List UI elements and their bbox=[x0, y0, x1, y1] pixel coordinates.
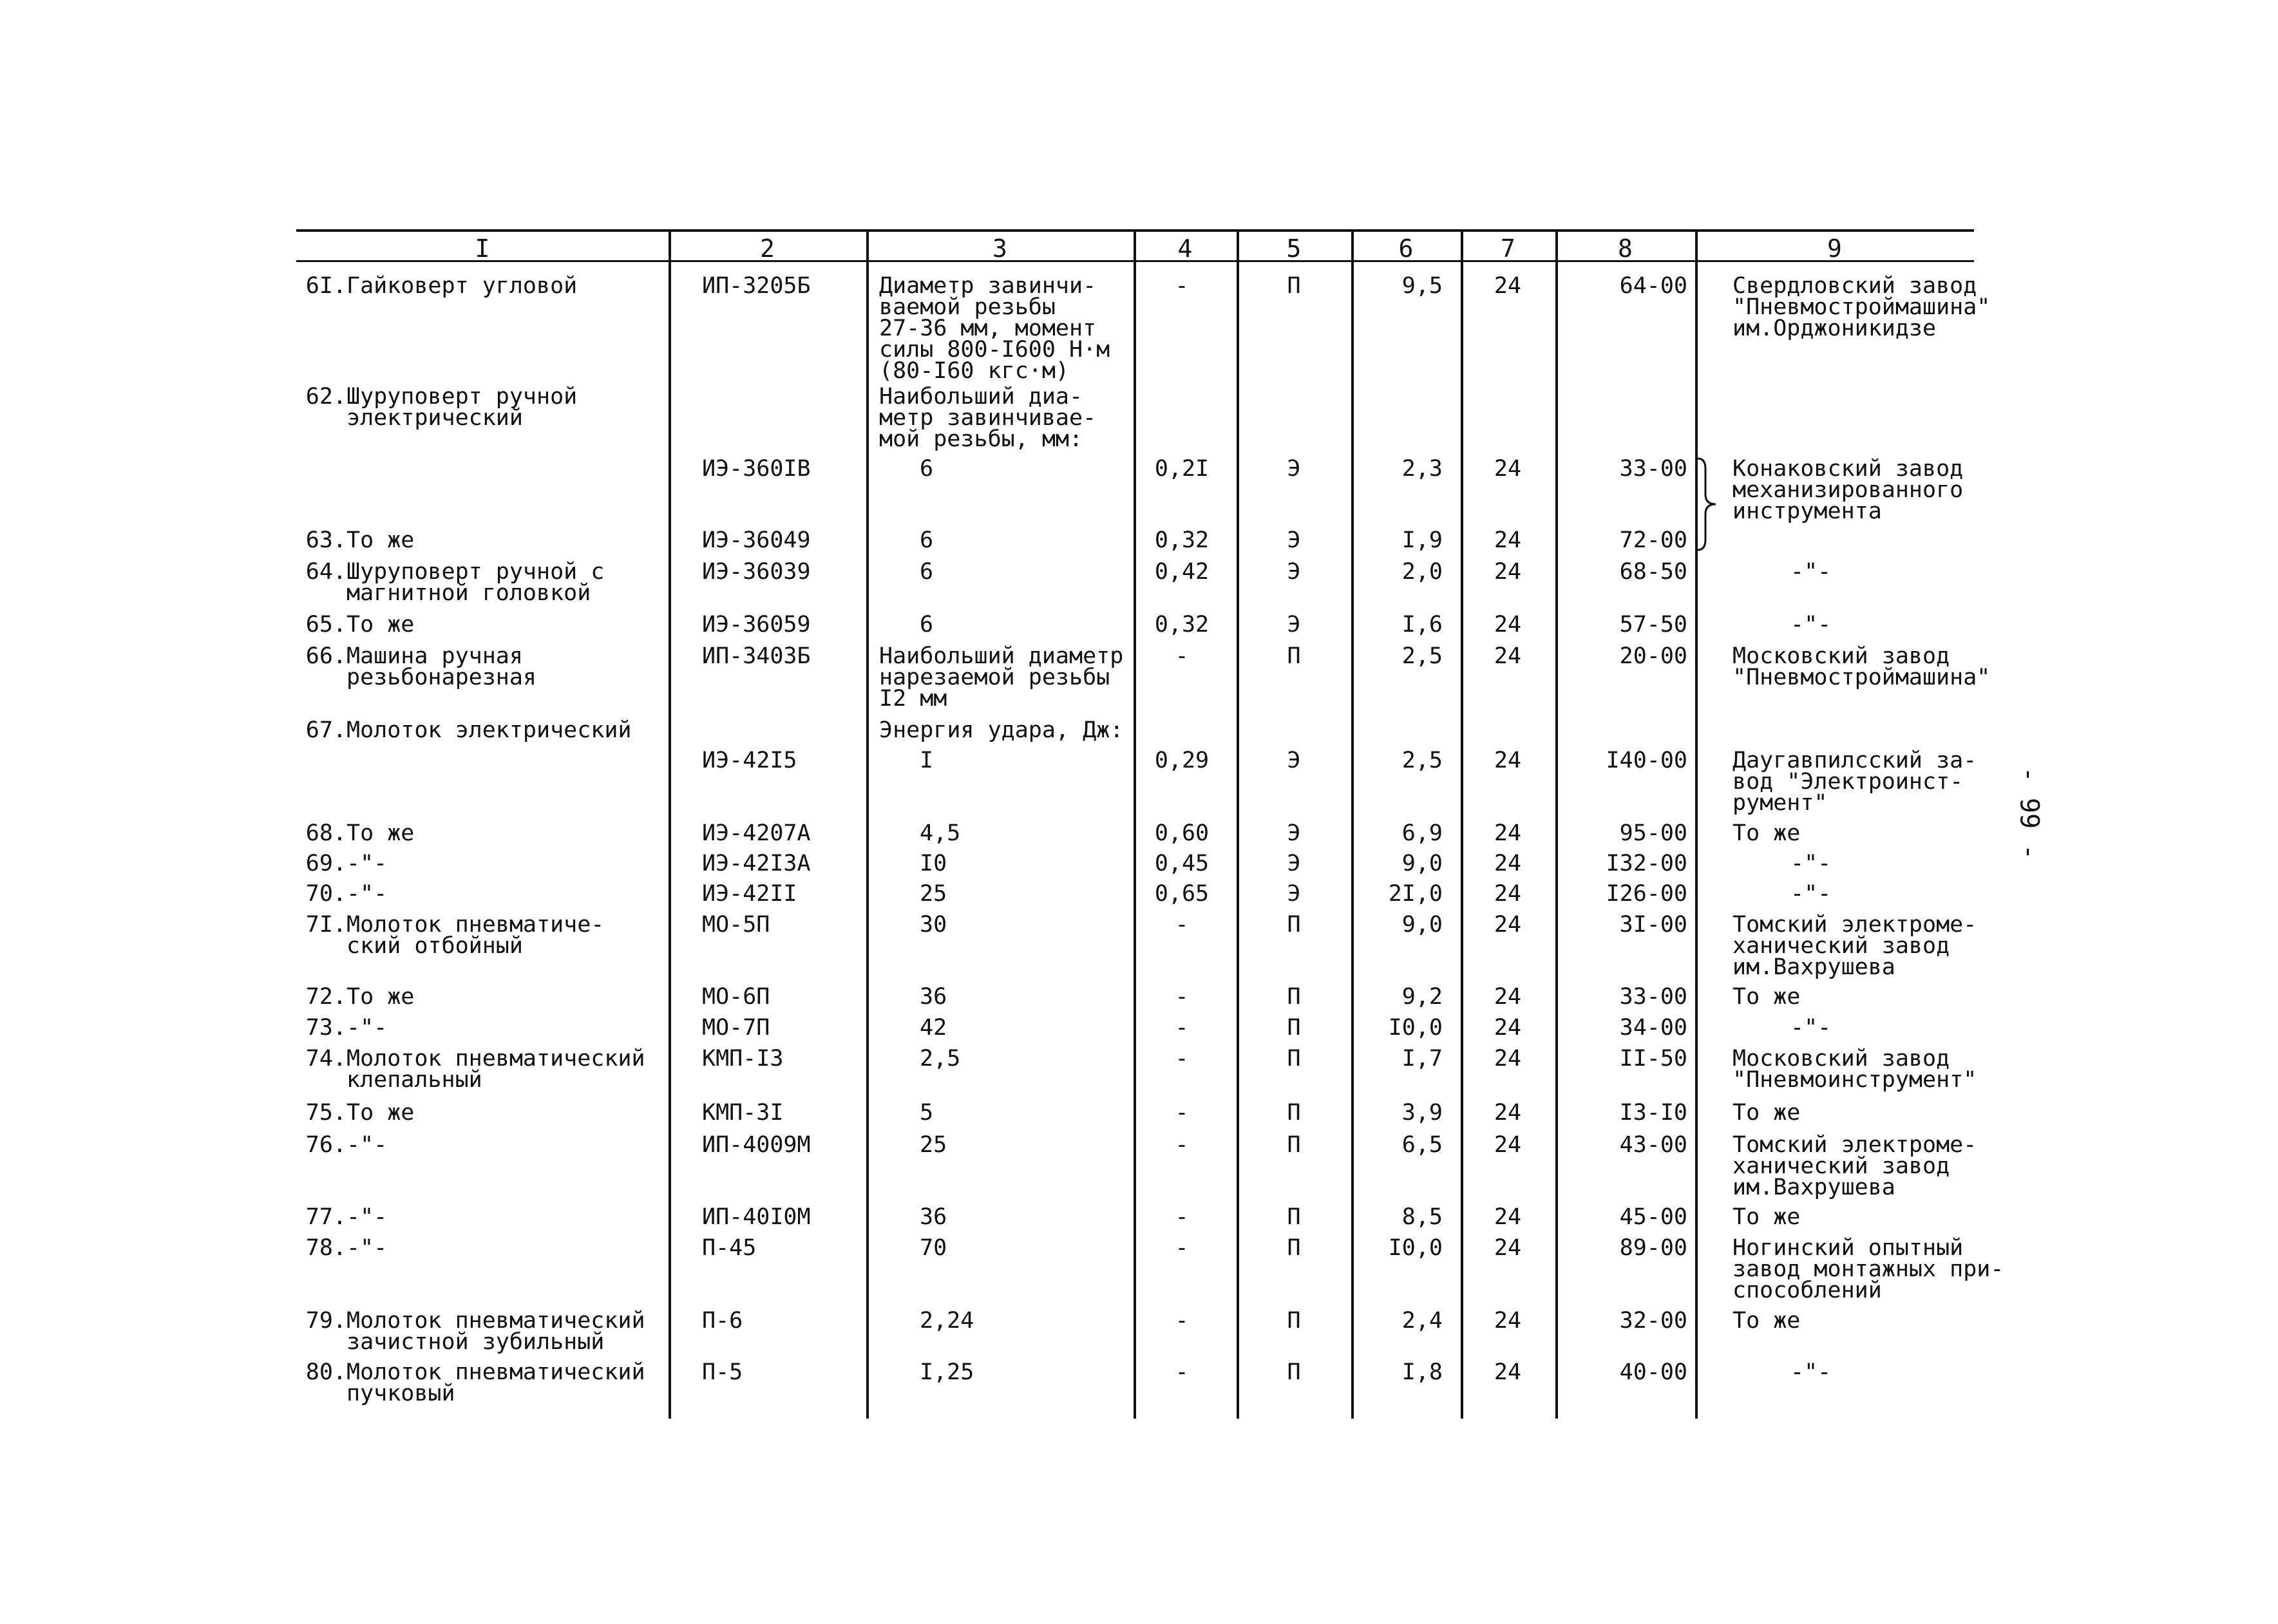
model-code: ИП-3205Б bbox=[702, 273, 811, 299]
manufacturer: То же bbox=[1732, 820, 1801, 846]
parameter: 42 bbox=[920, 1015, 947, 1041]
column-7-value: 24 bbox=[1494, 1046, 1522, 1072]
item-name: -"- bbox=[346, 1132, 388, 1158]
column-4-value: 0,60 bbox=[1154, 820, 1210, 846]
price: 33-00 bbox=[1619, 984, 1687, 1010]
model-code: П-5 bbox=[702, 1359, 743, 1385]
row-number: 73. bbox=[305, 1015, 346, 1041]
item-name: Шуруповерт ручной с магнитной головкой bbox=[346, 559, 605, 606]
item-name: Гайковерт угловой bbox=[346, 273, 578, 299]
price: 68-50 bbox=[1619, 559, 1687, 585]
drive-type: Э bbox=[1287, 748, 1301, 773]
row-number: 75. bbox=[305, 1100, 346, 1126]
row-number: 74. bbox=[305, 1046, 346, 1072]
column-header: 5 bbox=[1286, 234, 1302, 263]
item-name: То же bbox=[346, 984, 415, 1010]
item-name: -"- bbox=[346, 1015, 388, 1041]
row-number: 6I. bbox=[305, 273, 346, 299]
drive-type: Э bbox=[1287, 881, 1301, 907]
column-header: I bbox=[475, 234, 490, 263]
row-number: 70. bbox=[305, 881, 346, 907]
parameter: 5 bbox=[920, 1100, 934, 1126]
column-7-value: 24 bbox=[1494, 851, 1522, 876]
manufacturer: Конаковский завод механизированного инструмента bbox=[1732, 456, 1964, 524]
row-number: 65. bbox=[305, 612, 346, 637]
column-6-value: 2I,0 bbox=[1388, 881, 1443, 907]
price: 34-00 bbox=[1619, 1015, 1687, 1041]
column-header: 8 bbox=[1618, 234, 1633, 263]
price: 89-00 bbox=[1619, 1235, 1687, 1261]
model-code: МО-6П bbox=[702, 984, 770, 1010]
column-7-value: 24 bbox=[1494, 984, 1522, 1010]
parameter: Диаметр завинчи- ваемой резьбы 27-36 мм, момент силы 800-I600 Н·м (80-I60 кгс·м) bbox=[879, 273, 1110, 384]
row-number: 66. bbox=[305, 643, 346, 669]
column-7-value: 24 bbox=[1494, 881, 1522, 907]
column-6-value: I,9 bbox=[1401, 527, 1443, 553]
brace-icon bbox=[1695, 456, 1718, 552]
column-7-value: 24 bbox=[1494, 456, 1522, 482]
manufacturer: Томский электроме- ханический завод им.Вахрушева bbox=[1732, 1132, 1977, 1200]
item-name: Молоток электрический bbox=[346, 717, 632, 743]
model-code: МО-7П bbox=[702, 1015, 770, 1041]
drive-type: Э bbox=[1287, 851, 1301, 876]
column-4-value: 0,29 bbox=[1154, 748, 1210, 773]
parameter: 2,5 bbox=[920, 1046, 961, 1072]
column-4-value: - bbox=[1175, 1015, 1189, 1041]
column-6-value: I,7 bbox=[1401, 1046, 1443, 1072]
drive-type: Э bbox=[1287, 559, 1301, 585]
manufacturer: Даугавпилсский за- вод "Электроинст- румент" bbox=[1732, 748, 1977, 816]
manufacturer: То же bbox=[1732, 1308, 1801, 1334]
row-number: 67. bbox=[305, 717, 346, 743]
drive-type: П bbox=[1287, 1132, 1301, 1158]
drive-type: Э bbox=[1287, 527, 1301, 553]
column-4-value: - bbox=[1175, 1204, 1189, 1230]
column-divider bbox=[1695, 231, 1698, 1419]
parameter: 36 bbox=[920, 984, 947, 1010]
drive-type: Э bbox=[1287, 612, 1301, 637]
column-6-value: I,6 bbox=[1401, 612, 1443, 637]
drive-type: П bbox=[1287, 643, 1301, 669]
item-name: Молоток пневматический клепальный bbox=[346, 1046, 645, 1093]
drive-type: П bbox=[1287, 912, 1301, 938]
drive-type: Э bbox=[1287, 456, 1301, 482]
item-name: Молоток пневматический зачистной зубильный bbox=[346, 1308, 645, 1355]
parameter: 25 bbox=[920, 1132, 947, 1158]
column-7-value: 24 bbox=[1494, 1359, 1522, 1385]
column-6-value: 3,9 bbox=[1401, 1100, 1443, 1126]
manufacturer: Московский завод "Пневмоинструмент" bbox=[1732, 1046, 1977, 1093]
manufacturer: Московский завод "Пневмостроймашина" bbox=[1732, 643, 1991, 690]
column-7-value: 24 bbox=[1494, 820, 1522, 846]
drive-type: П bbox=[1287, 1015, 1301, 1041]
column-6-value: 2,5 bbox=[1401, 748, 1443, 773]
row-number: 79. bbox=[305, 1308, 346, 1334]
column-7-value: 24 bbox=[1494, 1132, 1522, 1158]
column-6-value: 9,2 bbox=[1401, 984, 1443, 1010]
manufacturer: -"- bbox=[1790, 1015, 1832, 1041]
price: I3-I0 bbox=[1619, 1100, 1687, 1126]
column-6-value: I,8 bbox=[1401, 1359, 1443, 1385]
model-code: П-45 bbox=[702, 1235, 757, 1261]
manufacturer: Томский электроме- ханический завод им.Вахрушева bbox=[1732, 912, 1977, 980]
drive-type: П bbox=[1287, 1359, 1301, 1385]
column-6-value: 2,3 bbox=[1401, 456, 1443, 482]
item-name: То же bbox=[346, 527, 415, 553]
parameter: 6 bbox=[920, 612, 934, 637]
row-number: 77. bbox=[305, 1204, 346, 1230]
column-4-value: 0,45 bbox=[1154, 851, 1210, 876]
manufacturer: -"- bbox=[1790, 851, 1832, 876]
row-number: 64. bbox=[305, 559, 346, 585]
parameter: 30 bbox=[920, 912, 947, 938]
column-6-value: 2,5 bbox=[1401, 643, 1443, 669]
column-header: 9 bbox=[1827, 234, 1842, 263]
column-6-value: 6,5 bbox=[1401, 1132, 1443, 1158]
price: 72-00 bbox=[1619, 527, 1687, 553]
manufacturer: Свердловский завод "Пневмостроймашина" им.Орджоникидзе bbox=[1732, 273, 1991, 341]
column-6-value: 2,0 bbox=[1401, 559, 1443, 585]
item-name: То же bbox=[346, 1100, 415, 1126]
column-7-value: 24 bbox=[1494, 1015, 1522, 1041]
item-name: -"- bbox=[346, 881, 388, 907]
column-header: 6 bbox=[1398, 234, 1414, 263]
column-6-value: 8,5 bbox=[1401, 1204, 1443, 1230]
column-4-value: - bbox=[1175, 912, 1189, 938]
model-code: ИП-4009М bbox=[702, 1132, 811, 1158]
price: II-50 bbox=[1619, 1046, 1687, 1072]
column-6-value: 6,9 bbox=[1401, 820, 1443, 846]
column-7-value: 24 bbox=[1494, 1100, 1522, 1126]
column-divider bbox=[1237, 231, 1239, 1419]
manufacturer: Ногинский опытный завод монтажных при- способлений bbox=[1732, 1235, 2004, 1303]
model-code: МО-5П bbox=[702, 912, 770, 938]
model-code: ИЭ-36039 bbox=[702, 559, 811, 585]
price: I26-00 bbox=[1606, 881, 1687, 907]
column-divider bbox=[669, 231, 671, 1419]
parameter: 6 bbox=[920, 559, 934, 585]
item-name: Молоток пневматиче- ский отбойный bbox=[346, 912, 605, 959]
item-name: -"- bbox=[346, 1235, 388, 1261]
manufacturer: -"- bbox=[1790, 881, 1832, 907]
model-code: КМП-3I bbox=[702, 1100, 784, 1126]
price: 33-00 bbox=[1619, 456, 1687, 482]
column-7-value: 24 bbox=[1494, 1204, 1522, 1230]
page-number: - 99 - bbox=[2014, 766, 2044, 860]
column-header: 7 bbox=[1501, 234, 1515, 263]
column-4-value: - bbox=[1175, 1132, 1189, 1158]
column-4-value: - bbox=[1175, 1046, 1189, 1072]
parameter: Наибольший диаметр нарезаемой резьбы I2 мм bbox=[879, 643, 1124, 712]
row-number: 72. bbox=[305, 984, 346, 1010]
parameter: 36 bbox=[920, 1204, 947, 1230]
price: I32-00 bbox=[1606, 851, 1687, 876]
price: 95-00 bbox=[1619, 820, 1687, 846]
model-code: П-6 bbox=[702, 1308, 743, 1334]
column-4-value: 0,32 bbox=[1154, 612, 1210, 637]
parameter: I0 bbox=[920, 851, 947, 876]
column-4-value: - bbox=[1175, 1100, 1189, 1126]
column-6-value: 9,0 bbox=[1401, 912, 1443, 938]
price: 45-00 bbox=[1619, 1204, 1687, 1230]
parameter: 6 bbox=[920, 527, 934, 553]
manufacturer: -"- bbox=[1790, 1359, 1832, 1385]
column-7-value: 24 bbox=[1494, 748, 1522, 773]
price: 64-00 bbox=[1619, 273, 1687, 299]
parameter: Энергия удара, Дж: bbox=[879, 717, 1124, 743]
column-6-value: I0,0 bbox=[1388, 1235, 1443, 1261]
price: 32-00 bbox=[1619, 1308, 1687, 1334]
column-7-value: 24 bbox=[1494, 1308, 1522, 1334]
drive-type: П bbox=[1287, 1204, 1301, 1230]
column-7-value: 24 bbox=[1494, 527, 1522, 553]
price: 40-00 bbox=[1619, 1359, 1687, 1385]
column-4-value: - bbox=[1175, 1235, 1189, 1261]
drive-type: П bbox=[1287, 273, 1301, 299]
model-code: ИЭ-42II bbox=[702, 881, 797, 907]
item-name: То же bbox=[346, 612, 415, 637]
column-4-value: 0,65 bbox=[1154, 881, 1210, 907]
model-code: ИЭ-4207А bbox=[702, 820, 811, 846]
column-6-value: 9,5 bbox=[1401, 273, 1443, 299]
parameter: 25 bbox=[920, 881, 947, 907]
item-name: Молоток пневматический пучковый bbox=[346, 1359, 645, 1406]
drive-type: Э bbox=[1287, 820, 1301, 846]
row-number: 7I. bbox=[305, 912, 346, 938]
column-6-value: I0,0 bbox=[1388, 1015, 1443, 1041]
drive-type: П bbox=[1287, 1046, 1301, 1072]
item-name: -"- bbox=[346, 851, 388, 876]
price: 57-50 bbox=[1619, 612, 1687, 637]
column-7-value: 24 bbox=[1494, 559, 1522, 585]
row-number: 78. bbox=[305, 1235, 346, 1261]
price: 20-00 bbox=[1619, 643, 1687, 669]
column-header: 2 bbox=[760, 234, 775, 263]
drive-type: П bbox=[1287, 1308, 1301, 1334]
item-name: -"- bbox=[346, 1204, 388, 1230]
model-code: ИЭ-36049 bbox=[702, 527, 811, 553]
column-4-value: - bbox=[1175, 643, 1189, 669]
drive-type: П bbox=[1287, 1100, 1301, 1126]
row-number: 63. bbox=[305, 527, 346, 553]
parameter: 4,5 bbox=[920, 820, 961, 846]
column-header: 3 bbox=[992, 234, 1007, 263]
row-number: 76. bbox=[305, 1132, 346, 1158]
column-7-value: 24 bbox=[1494, 643, 1522, 669]
parameter: 6 bbox=[920, 456, 934, 482]
parameter: 2,24 bbox=[920, 1308, 974, 1334]
item-name: То же bbox=[346, 820, 415, 846]
column-divider bbox=[1555, 231, 1558, 1419]
column-header: 4 bbox=[1177, 234, 1193, 263]
model-code: ИЭ-42I5 bbox=[702, 748, 797, 773]
column-7-value: 24 bbox=[1494, 1235, 1522, 1261]
parameter: I,25 bbox=[920, 1359, 974, 1385]
column-4-value: 0,32 bbox=[1154, 527, 1210, 553]
model-code: ИЭ-360IВ bbox=[702, 456, 811, 482]
column-4-value: - bbox=[1175, 984, 1189, 1010]
parameter: I bbox=[920, 748, 934, 773]
row-number: 62. bbox=[305, 384, 346, 410]
model-code: КМП-I3 bbox=[702, 1046, 784, 1072]
drive-type: П bbox=[1287, 1235, 1301, 1261]
column-7-value: 24 bbox=[1494, 612, 1522, 637]
manufacturer: То же bbox=[1732, 1100, 1801, 1126]
price: 43-00 bbox=[1619, 1132, 1687, 1158]
column-6-value: 9,0 bbox=[1401, 851, 1443, 876]
price: I40-00 bbox=[1606, 748, 1687, 773]
item-name: Машина ручная резьбонарезная bbox=[346, 643, 537, 690]
column-4-value: - bbox=[1175, 1308, 1189, 1334]
column-4-value: - bbox=[1175, 1359, 1189, 1385]
model-code: ИЭ-36059 bbox=[702, 612, 811, 637]
manufacturer: То же bbox=[1732, 984, 1801, 1010]
manufacturer: То же bbox=[1732, 1204, 1801, 1230]
model-code: ИП-40I0М bbox=[702, 1204, 811, 1230]
model-code: ИП-3403Б bbox=[702, 643, 811, 669]
manufacturer: -"- bbox=[1790, 612, 1832, 637]
parameter: Наибольший диа- метр завинчивае- мой резьбы, мм: bbox=[879, 384, 1097, 452]
drive-type: П bbox=[1287, 984, 1301, 1010]
row-number: 69. bbox=[305, 851, 346, 876]
column-7-value: 24 bbox=[1494, 273, 1522, 299]
row-number: 68. bbox=[305, 820, 346, 846]
row-number: 80. bbox=[305, 1359, 346, 1385]
manufacturer: -"- bbox=[1790, 559, 1832, 585]
price: 3I-00 bbox=[1619, 912, 1687, 938]
column-4-value: - bbox=[1175, 273, 1189, 299]
column-divider bbox=[866, 231, 869, 1419]
column-7-value: 24 bbox=[1494, 912, 1522, 938]
parameter: 70 bbox=[920, 1235, 947, 1261]
model-code: ИЭ-42I3А bbox=[702, 851, 811, 876]
column-4-value: 0,2I bbox=[1154, 456, 1210, 482]
item-name: Шуруповерт ручной электрический bbox=[346, 384, 578, 431]
column-4-value: 0,42 bbox=[1154, 559, 1210, 585]
column-6-value: 2,4 bbox=[1401, 1308, 1443, 1334]
